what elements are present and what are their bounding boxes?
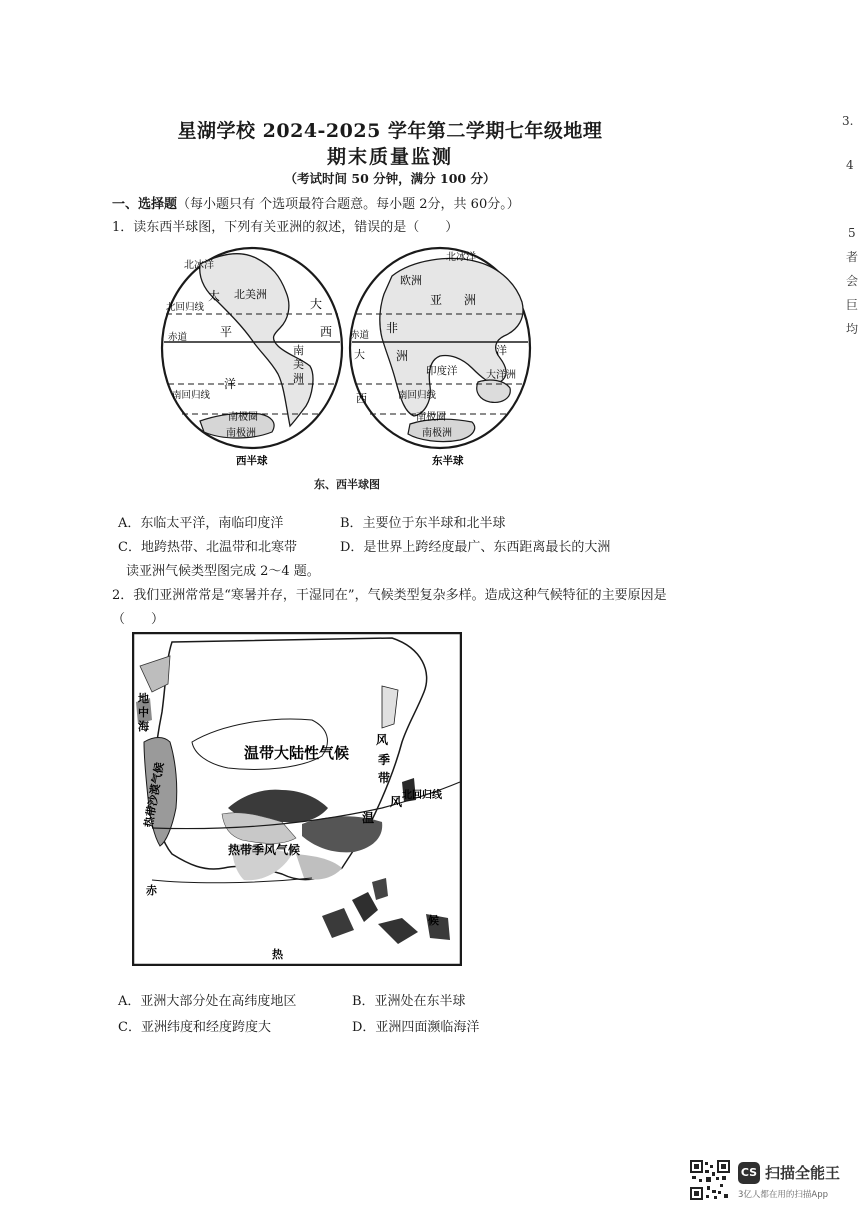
hemisphere-figure-caption: 东、西半球图 <box>314 478 380 491</box>
question-2-paren: （ ） <box>112 612 165 627</box>
west-label-nan: 南 <box>293 344 304 357</box>
west-hemisphere <box>162 248 342 448</box>
climate-label-tropical-desert: 热带沙漠气候 <box>142 761 167 829</box>
west-label-zhou: 洲 <box>293 372 304 385</box>
climate-label-zhong: 中 <box>138 706 149 719</box>
climate-label-di: 地 <box>138 692 149 705</box>
east-hemisphere <box>350 248 530 448</box>
section-note: （每小题只有 个选项最符合题意。每小题 2分，共 60分。） <box>177 197 520 212</box>
q2-option-b: B．亚洲处在东半球 <box>352 994 466 1009</box>
west-label-equator: 赤道 <box>168 332 188 343</box>
climate-label-dai: 带 <box>378 771 391 785</box>
east-label-yang: 洋 <box>496 344 507 357</box>
climate-label-ji: 季 <box>378 753 391 767</box>
climate-label-temperate-continental: 温带大陆性气候 <box>244 744 350 762</box>
east-label-da: 大 <box>354 348 365 361</box>
climate-label-hai: 海 <box>138 720 149 733</box>
climate-label-feng: 风 <box>376 733 389 747</box>
climate-label-hou: 候 <box>428 914 439 927</box>
west-label-xi: 西 <box>320 325 333 339</box>
camscanner-slogan: 3亿人都在用的扫描App <box>738 1190 829 1200</box>
east-label-fei: 非 <box>386 321 399 335</box>
west-hemisphere-caption: 西半球 <box>236 455 268 467</box>
west-label-tropic-capricorn: 南回归线 <box>172 390 211 401</box>
climate-label-wen: 温 <box>362 811 375 825</box>
east-label-arctic: 北冰洋 <box>446 252 476 263</box>
camscanner-logo: CS <box>738 1162 760 1184</box>
climate-label-re: 热 <box>272 948 283 961</box>
east-label-oceania: 大洋洲 <box>486 370 516 381</box>
east-label-antarctic-circle: 南极圈 <box>416 412 446 423</box>
edge-text-7: 均 <box>846 322 859 336</box>
q2-option-a: A．亚洲大部分处在高纬度地区 <box>118 994 297 1009</box>
edge-text-3: 5 <box>848 226 856 240</box>
east-label-zhou-asia: 洲 <box>464 293 477 307</box>
exam-title: 星湖学校 2024-2025 学年第二学期七年级地理 <box>177 120 603 142</box>
q1-option-c: C．地跨热带、北温带和北寒带 <box>118 540 297 555</box>
west-label-antarctica: 南极洲 <box>226 428 256 439</box>
edge-text-5: 会 <box>846 274 859 288</box>
west-label-north-america: 北美洲 <box>234 288 267 301</box>
question-2-stem: 2．我们亚洲常常是“寒暑并存，干湿同在”，气候类型复杂多样。造成这种气候特征的主要原因是 <box>112 588 667 603</box>
exam-time-note: （考试时间 50 分钟，满分 100 分） <box>284 171 496 186</box>
west-label-da: 大 <box>310 297 323 311</box>
east-label-ya: 亚 <box>430 293 443 307</box>
edge-text-2: 4 <box>846 158 854 172</box>
east-label-xi: 西 <box>356 392 367 405</box>
q1-option-b: B．主要位于东半球和北半球 <box>340 516 506 531</box>
climate-label-tropical-monsoon: 热带季风气候 <box>228 843 301 857</box>
east-label-equator: 赤道 <box>350 330 370 341</box>
east-label-indian-ocean: 印度洋 <box>426 365 458 377</box>
q1-option-d: D．是世界上跨经度最广、东西距离最长的大洲 <box>340 540 611 555</box>
west-label-antarctic-circle: 南极圈 <box>228 412 258 423</box>
edge-text-1: 3. <box>842 114 854 128</box>
edge-text-6: 巨 <box>846 298 859 312</box>
asia-climate-map <box>132 632 462 966</box>
exam-subtitle: 期末质量监测 <box>326 146 453 168</box>
west-label-tropic-cancer: 北回归线 <box>166 302 205 313</box>
question-1-stem: 1．读东西半球图，下列有关亚洲的叙述，错误的是（ ） <box>112 220 459 235</box>
west-label-yang: 洋 <box>224 377 237 391</box>
west-label-tai: 太 <box>208 289 221 303</box>
camscanner-brand-name: 扫描全能王 <box>765 1164 841 1182</box>
q1-option-a: A．东临太平洋，南临印度洋 <box>118 516 284 531</box>
edge-text-4: 者 <box>846 250 859 264</box>
east-label-antarctica: 南极洲 <box>422 428 452 439</box>
east-label-tropic-capricorn: 南回归线 <box>398 390 437 401</box>
section-heading <box>112 193 520 212</box>
east-hemisphere-caption: 东半球 <box>432 455 464 467</box>
q2-option-d: D．亚洲四面濒临海洋 <box>352 1020 480 1035</box>
section-label: 一、选择题 <box>112 197 178 212</box>
questions-2-4-intro: 读亚洲气候类型图完成 2～4 题。 <box>126 564 320 579</box>
east-label-zhou-africa: 洲 <box>396 349 409 363</box>
hemisphere-map <box>160 236 550 476</box>
q2-option-c: C．亚洲纬度和经度跨度大 <box>118 1020 271 1035</box>
climate-label-chi: 赤 <box>146 884 157 897</box>
qr-code <box>690 1160 730 1200</box>
climate-label-tropic-cancer: 北回归线 <box>402 790 442 801</box>
east-label-europe: 欧洲 <box>400 274 422 287</box>
climate-label-feng-2: 风 <box>390 795 403 809</box>
west-label-mei: 美 <box>293 358 304 371</box>
west-label-ping: 平 <box>220 325 233 339</box>
west-label-arctic: 北冰洋 <box>184 260 214 271</box>
